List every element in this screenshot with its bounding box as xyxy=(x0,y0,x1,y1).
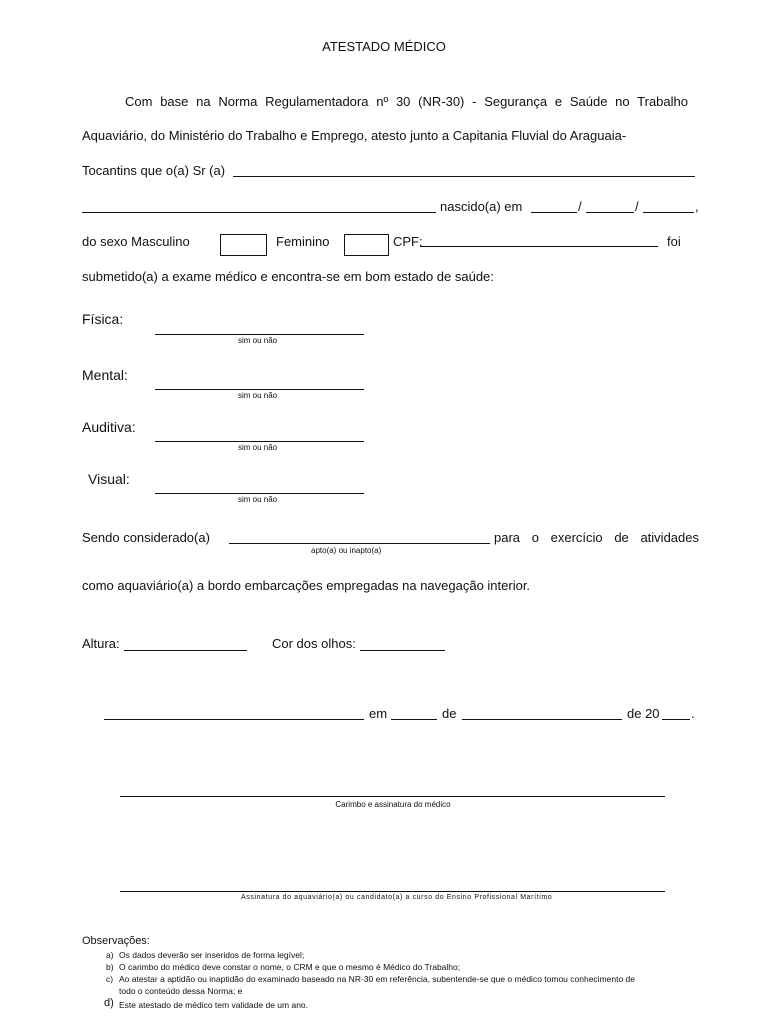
signature-medico-line[interactable] xyxy=(120,796,665,797)
obs-marker: d) xyxy=(104,997,114,1009)
name-field-continued[interactable] xyxy=(82,212,436,213)
masculino-checkbox[interactable] xyxy=(220,234,267,256)
considerado-suffix: para o exercício de atividades xyxy=(494,530,699,545)
foi-label: foi xyxy=(667,234,681,249)
visual-hint: sim ou não xyxy=(238,495,278,504)
considerado-label: Sendo considerado(a) xyxy=(82,530,210,545)
birth-day-field[interactable] xyxy=(531,212,577,213)
obs-marker: a) xyxy=(106,950,114,960)
month-field[interactable] xyxy=(462,719,622,720)
auditiva-hint: sim ou não xyxy=(238,443,278,452)
obs-item: Ao atestar a aptidão ou inaptidão do examinado baseado na NR-30 em referência, subentende-se que o médico tomou conhecimento de xyxy=(119,974,636,984)
obs-item: Os dados deverão ser inseridos de forma legível; xyxy=(119,950,305,960)
fisica-label: Física: xyxy=(82,311,124,327)
obs-marker: c) xyxy=(106,974,114,984)
year-field[interactable] xyxy=(662,719,690,720)
cpf-field[interactable] xyxy=(420,246,658,247)
comma: , xyxy=(695,199,699,214)
year-label: de 20 xyxy=(627,706,660,721)
signature-aquaviario-line[interactable] xyxy=(120,891,665,892)
sexo-masculino-label: do sexo Masculino xyxy=(82,234,190,249)
aquaviario-line: como aquaviário(a) a bordo embarcações empregadas na navegação interior. xyxy=(82,578,531,593)
apto-field[interactable] xyxy=(229,543,490,544)
de-label: de xyxy=(442,706,457,721)
nascido-label: nascido(a) em xyxy=(440,199,523,214)
auditiva-label: Auditiva: xyxy=(82,419,136,435)
date-end-dot: . xyxy=(691,706,695,721)
altura-label: Altura: xyxy=(82,636,120,651)
obs-item: O carimbo do médico deve constar o nome, o CRM e que o mesmo é Médico do Trabalho; xyxy=(119,962,461,972)
obs-marker: b) xyxy=(106,962,114,972)
intro-line-2: Aquaviário, do Ministério do Trabalho e Emprego, atesto junto a Capitania Fluvial do Araguaia- xyxy=(82,128,627,143)
date-separator: / xyxy=(578,199,582,214)
fisica-field[interactable] xyxy=(155,334,364,335)
intro-line-1: Com base na Norma Regulamentadora nº 30 (NR-30) - Segurança e Saúde no Trabalho xyxy=(125,94,688,109)
cor-olhos-label: Cor dos olhos: xyxy=(272,636,356,651)
sr-label: Tocantins que o(a) Sr (a) xyxy=(82,163,226,178)
apto-hint: apto(a) ou inapto(a) xyxy=(311,546,382,555)
obs-item-continued: todo o conteúdo dessa Norma; e xyxy=(119,986,243,996)
feminino-checkbox[interactable] xyxy=(344,234,389,256)
signature-medico-caption: Carimbo e assinatura do médico xyxy=(335,800,451,809)
em-label: em xyxy=(369,706,388,721)
mental-hint: sim ou não xyxy=(238,391,278,400)
feminino-label: Feminino xyxy=(276,234,330,249)
day-field[interactable] xyxy=(391,719,437,720)
fisica-hint: sim ou não xyxy=(238,336,278,345)
visual-label: Visual: xyxy=(88,471,130,487)
altura-field[interactable] xyxy=(124,650,247,651)
obs-item: Este atestado de médico tem validade de um ano. xyxy=(119,1000,309,1010)
mental-label: Mental: xyxy=(82,367,128,383)
cpf-label: CPF: xyxy=(393,234,423,249)
page-title: ATESTADO MÉDICO xyxy=(322,39,446,54)
local-field[interactable] xyxy=(104,719,364,720)
signature-aquaviario-caption: Assinatura do aquaviário(a) ou candidato(a) a curso do Ensino Profissional Marítimo xyxy=(241,894,553,901)
mental-field[interactable] xyxy=(155,389,364,390)
birth-year-field[interactable] xyxy=(643,212,694,213)
name-field[interactable] xyxy=(233,176,695,177)
observacoes-label: Observações: xyxy=(82,935,150,947)
visual-field[interactable] xyxy=(155,493,364,494)
auditiva-field[interactable] xyxy=(155,441,364,442)
cor-olhos-field[interactable] xyxy=(360,650,445,651)
date-separator: / xyxy=(635,199,639,214)
birth-month-field[interactable] xyxy=(586,212,634,213)
submetido-line: submetido(a) a exame médico e encontra-se em bom estado de saúde: xyxy=(82,269,494,284)
